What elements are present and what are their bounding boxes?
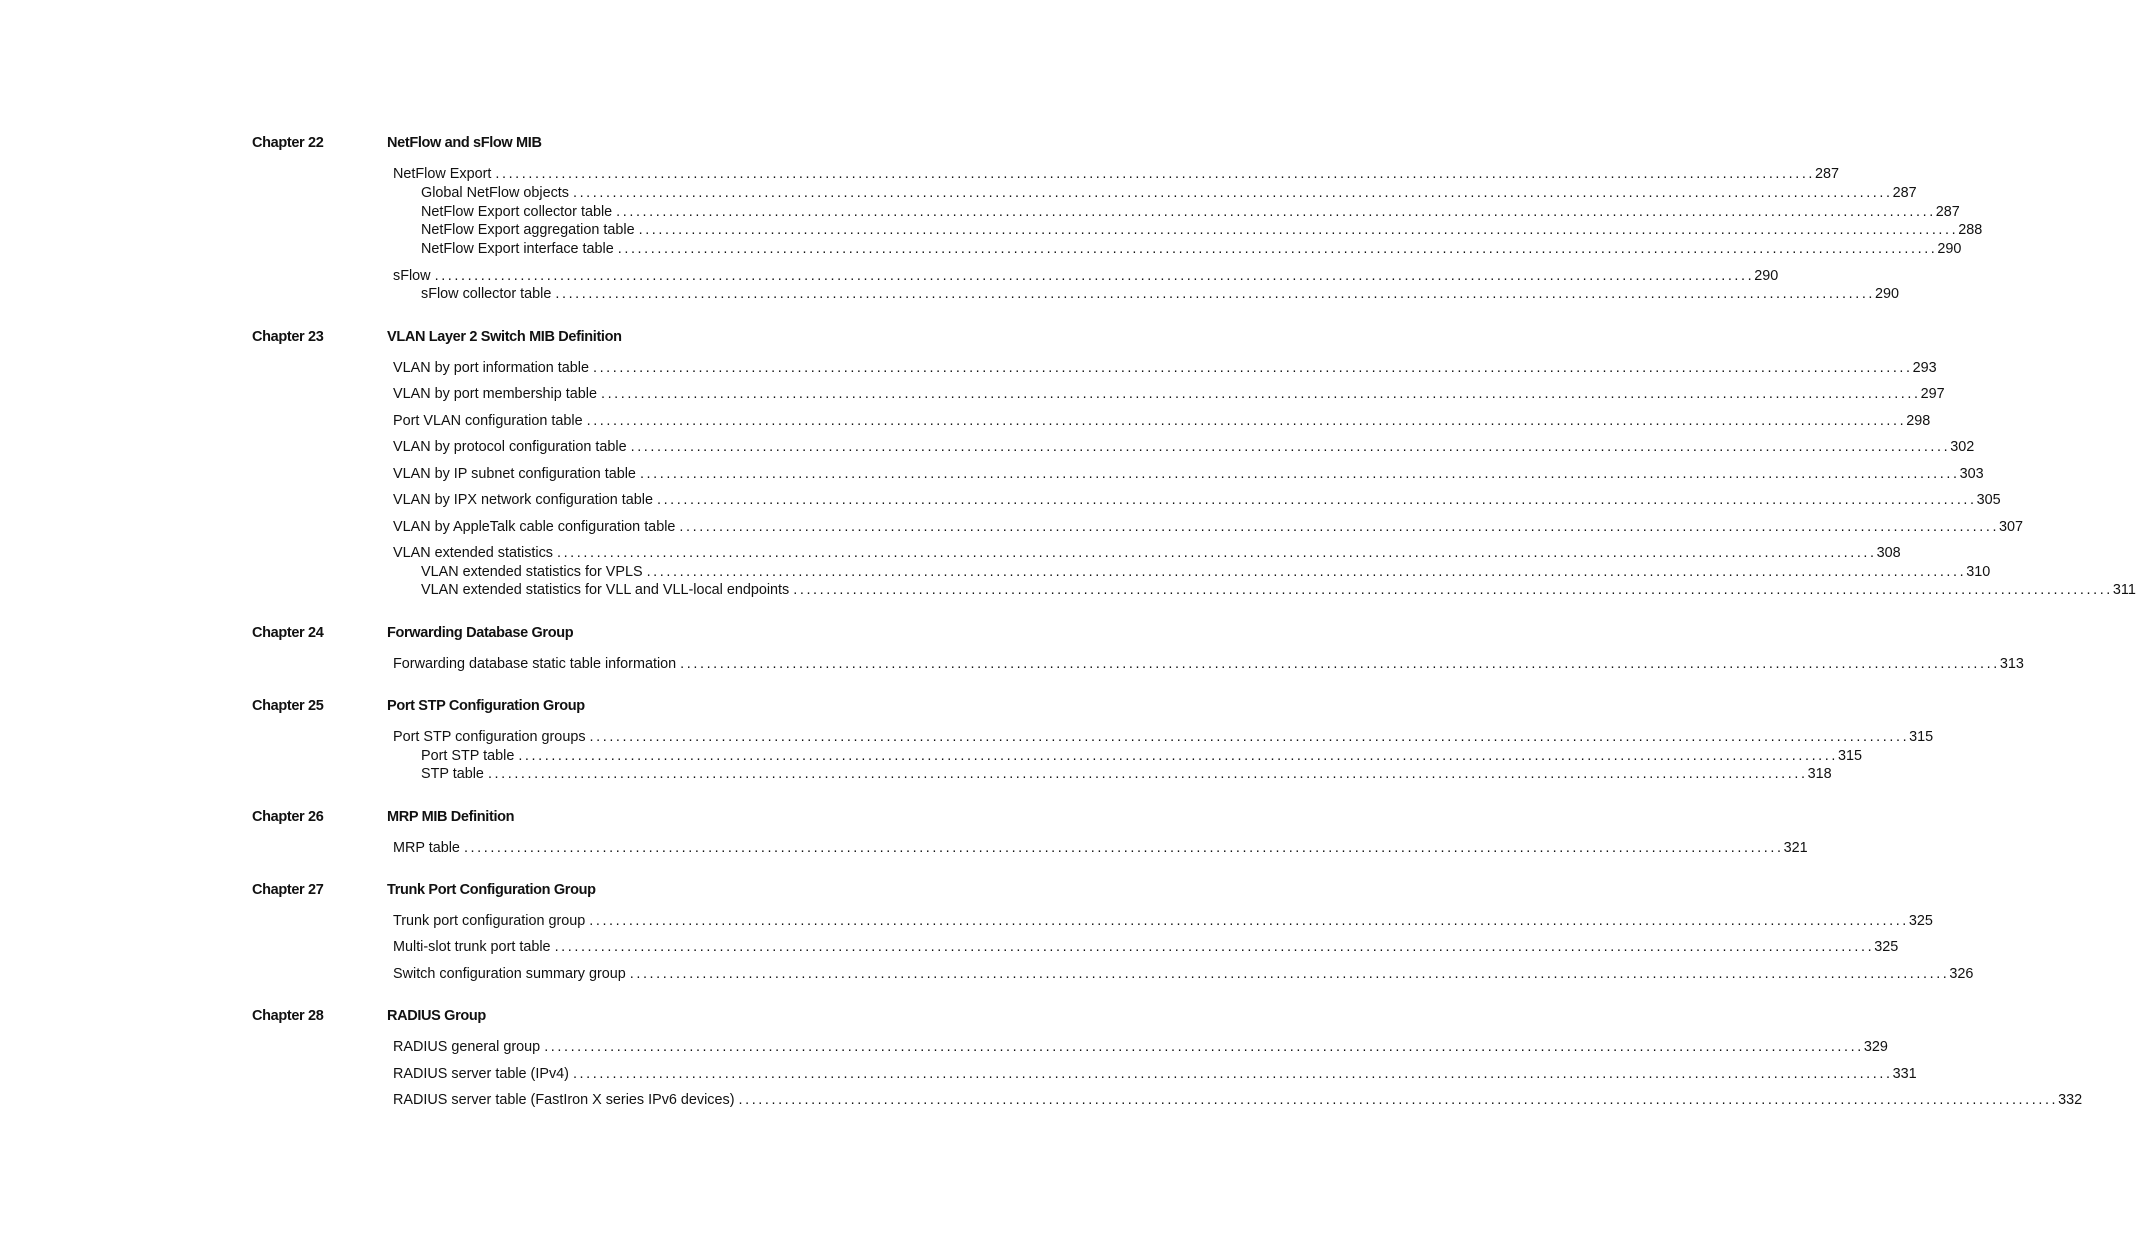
chapter-title[interactable]: Trunk Port Configuration Group xyxy=(387,882,596,898)
toc-page-number: 311 xyxy=(2112,582,2136,598)
chapter-title[interactable]: RADIUS Group xyxy=(387,1008,486,1024)
dot-leader: ........................................................................................................................................................................................................ xyxy=(554,939,1875,955)
dot-leader: ........................................................................................................................................................................................................ xyxy=(592,360,1913,376)
toc-entry[interactable] xyxy=(421,581,2136,599)
toc-entry-text: Trunk port configuration group xyxy=(393,913,586,929)
toc-entry-text: RADIUS server table (FastIron X series IPv6 devices) xyxy=(393,1092,735,1108)
toc-entry[interactable] xyxy=(421,203,1960,221)
toc-entry[interactable] xyxy=(393,728,1934,746)
toc-page-number: 313 xyxy=(1999,656,2024,672)
toc-entry-text: VLAN extended statistics for VLL and VLL-local endpoints xyxy=(421,582,790,598)
toc-entry[interactable] xyxy=(421,285,1900,303)
toc-entry[interactable] xyxy=(421,221,1983,239)
chapter-title[interactable]: VLAN Layer 2 Switch MIB Definition xyxy=(387,329,622,345)
toc-entry-text: Multi-slot trunk port table xyxy=(393,939,551,955)
toc-entry-text: sFlow xyxy=(393,268,431,284)
toc-entry[interactable] xyxy=(393,359,1937,377)
toc-entry[interactable] xyxy=(393,518,2024,536)
toc-entry-text: VLAN by port membership table xyxy=(393,386,597,402)
chapter-heading xyxy=(0,1008,954,1028)
toc-entry-text: STP table xyxy=(421,766,484,782)
toc-entry[interactable] xyxy=(393,491,2001,509)
dot-leader: ........................................................................................................................................................................................................ xyxy=(572,1066,1893,1082)
toc-entry-text: Global NetFlow objects xyxy=(421,185,569,201)
chapter-heading xyxy=(0,625,954,645)
toc-entry[interactable] xyxy=(421,563,1991,581)
toc-entry[interactable] xyxy=(393,165,1840,183)
toc-entry-text: VLAN by protocol configuration table xyxy=(393,439,627,455)
dot-leader: ........................................................................................................................................................................................................ xyxy=(589,913,1909,929)
toc-page-number: 298 xyxy=(1906,413,1931,429)
toc-page-number: 303 xyxy=(1959,466,1984,482)
toc-entry-text: VLAN by IP subnet configuration table xyxy=(393,466,636,482)
toc-entry-text: RADIUS general group xyxy=(393,1039,541,1055)
toc-page-number: 326 xyxy=(1949,966,1974,982)
toc-entry[interactable] xyxy=(393,1065,1917,1083)
toc-entry[interactable] xyxy=(393,267,1779,285)
toc-page-number: 325 xyxy=(1874,939,1899,955)
dot-leader: ........................................................................................................................................................................................................ xyxy=(556,545,1877,561)
toc-page-number: 315 xyxy=(1909,729,1934,745)
dot-leader: ........................................................................................................................................................................................................ xyxy=(572,185,1893,201)
toc-page-number: 287 xyxy=(1935,204,1960,220)
dot-leader: ........................................................................................................................................................................................................ xyxy=(680,656,2000,672)
toc-entry-text: VLAN by port information table xyxy=(393,360,589,376)
chapter-label: Chapter 22 xyxy=(252,135,324,151)
chapter-title[interactable]: MRP MIB Definition xyxy=(387,809,515,825)
toc-entry-text: RADIUS server table (IPv4) xyxy=(393,1066,569,1082)
dot-leader: ........................................................................................................................................................................................................ xyxy=(679,519,2000,535)
toc-entry-text: NetFlow Export aggregation table xyxy=(421,222,635,238)
toc-entry-text: Forwarding database static table information xyxy=(393,656,677,672)
dot-leader: ........................................................................................................................................................................................................ xyxy=(495,166,1816,182)
toc-page-number: 308 xyxy=(1876,545,1901,561)
dot-leader: ........................................................................................................................................................................................................ xyxy=(487,766,1808,782)
dot-leader: ........................................................................................................................................................................................................ xyxy=(434,268,1755,284)
toc-entry-text: Port STP table xyxy=(421,748,515,764)
dot-leader: ........................................................................................................................................................................................................ xyxy=(544,1039,1864,1055)
toc-entry-text: VLAN extended statistics xyxy=(393,545,553,561)
toc-entry-text: VLAN by AppleTalk cable configuration table xyxy=(393,519,676,535)
toc-page-number: 288 xyxy=(1958,222,1983,238)
toc-page-number: 287 xyxy=(1815,166,1840,182)
toc-entry[interactable] xyxy=(393,385,1945,403)
toc-entry[interactable] xyxy=(393,1038,1888,1056)
toc-entry-text: sFlow collector table xyxy=(421,286,552,302)
toc-page-number: 287 xyxy=(1892,185,1917,201)
dot-leader: ........................................................................................................................................................................................................ xyxy=(793,582,2113,598)
toc-entry[interactable] xyxy=(393,839,1808,857)
toc-page-number: 305 xyxy=(1976,492,2001,508)
toc-page-number: 290 xyxy=(1754,268,1779,284)
toc-entry[interactable] xyxy=(393,912,1933,930)
toc-entry-text: Port VLAN configuration table xyxy=(393,413,583,429)
chapter-heading xyxy=(0,135,954,155)
chapter-label: Chapter 28 xyxy=(252,1008,324,1024)
dot-leader: ........................................................................................................................................................................................................ xyxy=(463,840,1784,856)
chapter-title[interactable]: Forwarding Database Group xyxy=(387,625,574,641)
toc-entry[interactable] xyxy=(393,938,1899,956)
chapter-title[interactable]: Port STP Configuration Group xyxy=(387,698,585,714)
chapter-heading xyxy=(0,698,954,718)
toc-entry[interactable] xyxy=(421,747,1862,765)
toc-entry-text: NetFlow Export interface table xyxy=(421,241,614,257)
toc-entry[interactable] xyxy=(393,412,1931,430)
toc-page-number: 307 xyxy=(1999,519,2024,535)
chapter-title[interactable]: NetFlow and sFlow MIB xyxy=(387,135,542,151)
dot-leader: ........................................................................................................................................................................................................ xyxy=(639,466,1960,482)
dot-leader: ........................................................................................................................................................................................................ xyxy=(586,413,1907,429)
toc-page-number: 325 xyxy=(1908,913,1933,929)
chapter-label: Chapter 25 xyxy=(252,698,324,714)
dot-leader: ........................................................................................................................................................................................................ xyxy=(629,966,1950,982)
toc-entry-text: NetFlow Export collector table xyxy=(421,204,613,220)
chapter-heading xyxy=(0,882,954,902)
toc-page-number: 293 xyxy=(1912,360,1937,376)
toc-entry[interactable] xyxy=(393,465,1984,483)
toc-entry[interactable] xyxy=(421,240,1962,258)
chapter-heading xyxy=(0,809,954,829)
dot-leader: ........................................................................................................................................................................................................ xyxy=(555,286,1876,302)
toc-page-number: 290 xyxy=(1875,286,1900,302)
chapter-heading xyxy=(0,329,954,349)
dot-leader: ........................................................................................................................................................................................................ xyxy=(638,222,1959,238)
toc-entry-text: VLAN extended statistics for VPLS xyxy=(421,564,643,580)
chapter-label: Chapter 26 xyxy=(252,809,324,825)
dot-leader: ........................................................................................................................................................................................................ xyxy=(518,748,1838,764)
toc-page-number: 315 xyxy=(1837,748,1862,764)
dot-leader: ........................................................................................................................................................................................................ xyxy=(738,1092,2059,1108)
toc-entry[interactable] xyxy=(421,184,1917,202)
toc-entry-text: Port STP configuration groups xyxy=(393,729,586,745)
toc-entry-text: NetFlow Export xyxy=(393,166,492,182)
dot-leader: ........................................................................................................................................................................................................ xyxy=(589,729,1910,745)
dot-leader: ........................................................................................................................................................................................................ xyxy=(646,564,1967,580)
dot-leader: ........................................................................................................................................................................................................ xyxy=(616,204,1936,220)
toc-entry[interactable] xyxy=(393,655,2024,673)
toc-entry-text: Switch configuration summary group xyxy=(393,966,626,982)
toc-page-number: 310 xyxy=(1966,564,1991,580)
toc-entry[interactable] xyxy=(393,438,1975,456)
toc-entry[interactable] xyxy=(393,544,1901,562)
toc-page-number: 302 xyxy=(1950,439,1975,455)
toc-page-number: 321 xyxy=(1783,840,1808,856)
toc-page-number: 318 xyxy=(1807,766,1832,782)
toc-entry[interactable] xyxy=(421,765,1832,783)
dot-leader: ........................................................................................................................................................................................................ xyxy=(656,492,1977,508)
toc-page-number: 297 xyxy=(1920,386,1945,402)
toc-entry-text: MRP table xyxy=(393,840,460,856)
toc-entry[interactable] xyxy=(393,1091,2083,1109)
toc-entry-text: VLAN by IPX network configuration table xyxy=(393,492,653,508)
dot-leader: ........................................................................................................................................................................................................ xyxy=(630,439,1951,455)
dot-leader: ........................................................................................................................................................................................................ xyxy=(617,241,1938,257)
chapter-label: Chapter 24 xyxy=(252,625,324,641)
toc-page-number: 290 xyxy=(1937,241,1962,257)
dot-leader: ........................................................................................................................................................................................................ xyxy=(600,386,1921,402)
chapter-label: Chapter 27 xyxy=(252,882,324,898)
toc-page-number: 332 xyxy=(2058,1092,2083,1108)
toc-page-number: 329 xyxy=(1863,1039,1888,1055)
chapter-label: Chapter 23 xyxy=(252,329,324,345)
toc-page-number: 331 xyxy=(1892,1066,1917,1082)
toc-entry[interactable] xyxy=(393,965,1974,983)
